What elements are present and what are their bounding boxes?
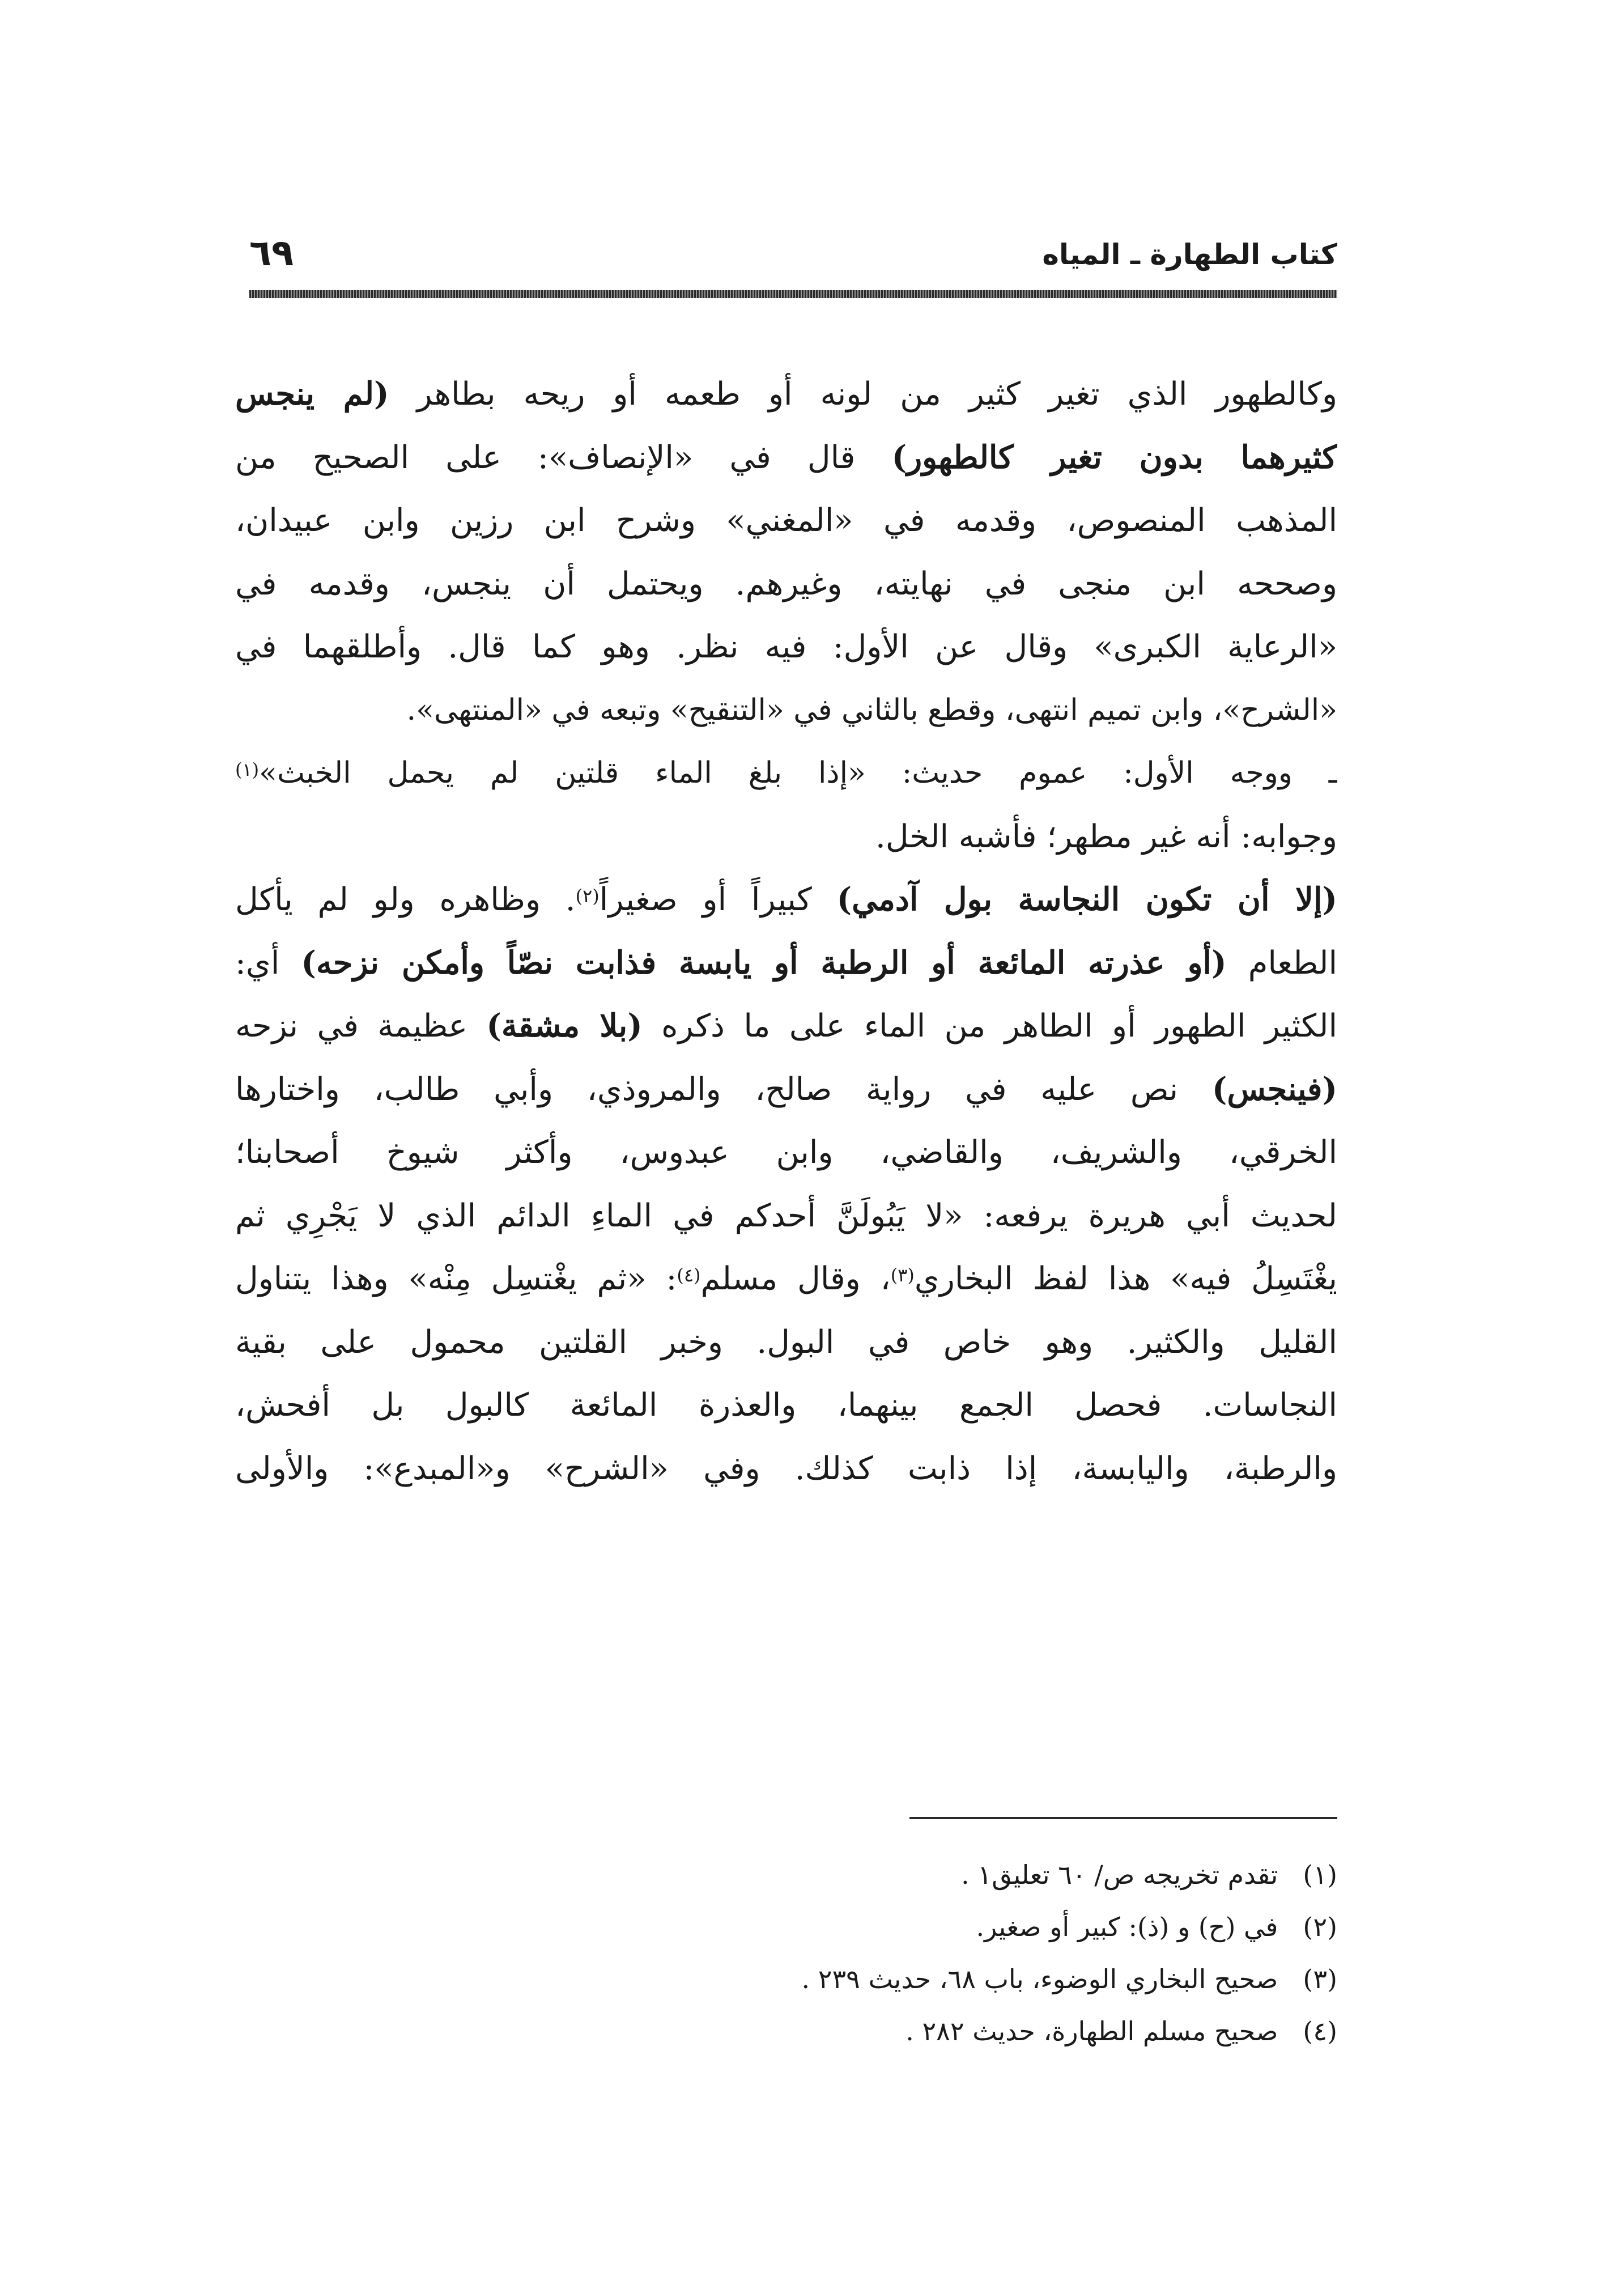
text-line: [235, 805, 1337, 869]
text-run: الطعام: [1226, 944, 1337, 982]
text-run: والرطبة، واليابسة، إذا ذابت كذلك. وفي «الشرح» و«المبدع»: والأولى: [235, 1450, 1337, 1487]
footnote-number: (١): [1303, 1859, 1337, 1890]
footnote-number: (٣): [1303, 1964, 1337, 1994]
text-line: [235, 679, 1337, 742]
footnote-text: في (ح) و (ذ): كبير أو صغير.: [976, 1912, 1278, 1942]
text-run: وصححه ابن منجى في نهايته، وغيرهم. ويحتمل أن ينجس، وقدمه في: [235, 565, 1337, 602]
page-header: [249, 232, 1337, 278]
footnote-item: [249, 1953, 1337, 2005]
text-line: [235, 742, 1337, 805]
bold-matn-text: (فينجس): [1211, 1070, 1337, 1108]
footnote-text: صحيح البخاري الوضوء، باب ٦٨، حديث ٢٣٩ .: [801, 1964, 1278, 1994]
text-run: : «ثم يغْتسِل مِنْه» وهذا يتناول: [235, 1260, 677, 1297]
footnote-text: تقدم تخريجه ص/ ٦٠ تعليق١ .: [961, 1859, 1278, 1890]
footnote-divider: [909, 1817, 1337, 1819]
text-run: ـ ووجه الأول: عموم حديث: «إذا بلغ الماء قلتين لم يحمل الخبث»: [259, 756, 1337, 790]
text-run: «الرعاية الكبرى» وقال عن الأول: فيه نظر. وهو كما قال. وأطلقهما في: [235, 629, 1337, 665]
header-divider: [249, 290, 1337, 298]
page-number: ٦٩: [249, 232, 294, 274]
text-run: النجاسات. فحصل الجمع بينهما، والعذرة المائعة كالبول بل أفحش،: [235, 1387, 1337, 1424]
footnote-item: [249, 1849, 1337, 1901]
text-run: وجوابه: أنه غير مطهر؛ فأشبه الخل.: [875, 818, 1337, 855]
text-line: [235, 426, 1337, 490]
main-text: [235, 363, 1337, 1500]
text-run: أي:: [235, 944, 301, 982]
footnote-reference: (٤): [677, 1264, 701, 1286]
footnote-item: [249, 2005, 1337, 2057]
text-run: الكثير الطهور أو الطاهر من الماء على ما ذكره: [642, 1008, 1337, 1044]
footnote-item: [249, 1901, 1337, 1953]
text-line: [235, 1437, 1337, 1501]
footnote-reference: (٢): [575, 885, 600, 907]
text-run: الخرقي، والشريف، والقاضي، وابن عبدوس، وأكثر شيوخ أصحابنا؛: [235, 1134, 1337, 1171]
text-run: نص عليه في رواية صالح، والمروذي، وأبي طالب، واختارها: [235, 1071, 1212, 1108]
text-line: [235, 1121, 1337, 1184]
text-run: المذهب المنصوص، وقدمه في «المغني» وشرح ابن رزين وابن عبيدان،: [235, 502, 1337, 539]
text-line: [235, 1311, 1337, 1374]
footnote-number: (٢): [1303, 1912, 1337, 1942]
text-line: [235, 1374, 1337, 1437]
text-line: [235, 868, 1337, 932]
bold-matn-text: (أو عذرته المائعة أو الرطبة أو يابسة فذابت نصّاً وأمكن نزحه): [301, 944, 1227, 982]
bold-matn-text: (لم ينجس: [235, 375, 389, 413]
footnote-reference: (١): [235, 759, 260, 780]
text-line: [235, 1247, 1337, 1311]
text-line: [235, 615, 1337, 679]
bold-matn-text: كثيرهما بدون تغير كالطهور): [891, 438, 1337, 476]
footnote-number: (٤): [1303, 2016, 1337, 2046]
running-title: كتاب الطهارة ـ المياه: [1042, 238, 1337, 271]
text-run: ، وقال مسلم: [700, 1260, 891, 1297]
bold-matn-text: (بلا مشقة): [486, 1007, 643, 1044]
text-run: عظيمة في نزحه: [235, 1008, 487, 1044]
text-line: [235, 553, 1337, 616]
text-run: يغْتَسِلُ فيه» هذا لفظ البخاري: [914, 1260, 1337, 1297]
text-run: وكالطهور الذي تغير كثير من لونه أو طعمه أو ريحه بطاهر: [389, 376, 1337, 413]
text-run: لحديث أبي هريرة يرفعه: «لا يَبُولَنَّ أحدكم في الماءِ الدائم الذي لا يَجْرِي ثم: [235, 1197, 1337, 1234]
text-line: [235, 363, 1337, 426]
text-line: [235, 1184, 1337, 1248]
text-run: قال في «الإنصاف»: على الصحيح من: [235, 439, 892, 476]
text-line: [235, 489, 1337, 553]
text-line: [235, 995, 1337, 1058]
text-run: «الشرح»، وابن تميم انتهى، وقطع بالثاني في «التنقيح» وتبعه في «المنتهى».: [406, 693, 1337, 727]
text-run: القليل والكثير. وهو خاص في البول. وخبر القلتين محمول على بقية: [235, 1323, 1337, 1361]
text-line: [235, 1058, 1337, 1122]
text-line: [235, 932, 1337, 995]
text-run: كبيراً أو صغيراً: [599, 881, 837, 918]
footnote-text: صحيح مسلم الطهارة، حديث ٢٨٢ .: [905, 2016, 1278, 2046]
footnote-reference: (٣): [890, 1264, 915, 1286]
bold-matn-text: (إلا أن تكون النجاسة بول آدمي): [836, 881, 1337, 918]
footnotes: [249, 1849, 1337, 2057]
text-run: . وظاهره ولو لم يأكل: [235, 881, 576, 918]
